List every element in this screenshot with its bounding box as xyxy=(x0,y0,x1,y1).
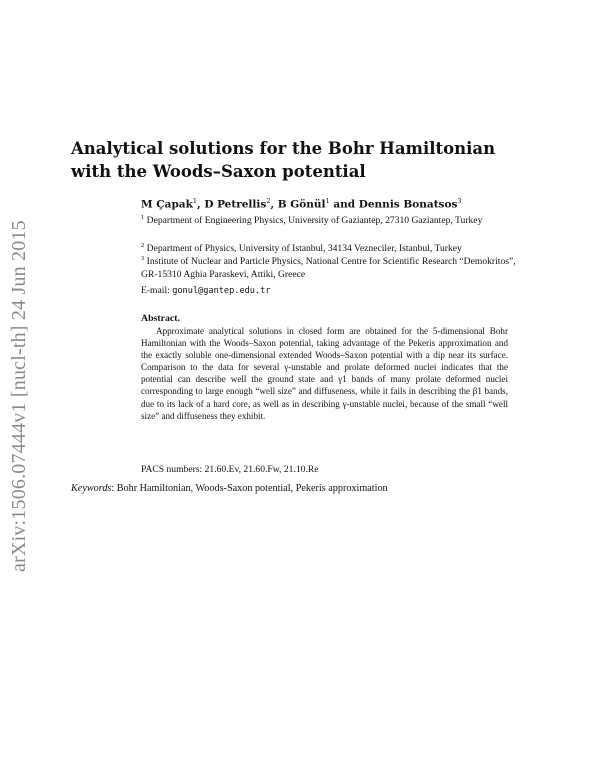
pacs-numbers: PACS numbers: 21.60.Ev, 21.60.Fw, 21.10.Re xyxy=(141,464,319,475)
affiliation-mark: 2 xyxy=(141,242,145,249)
author-conjunction: and xyxy=(329,198,359,211)
email-label: E-mail: xyxy=(141,285,170,296)
affiliation-text: Department of Engineering Physics, University of Gaziantep, 27310 Gaziantep, Turkey xyxy=(146,215,483,227)
email-line xyxy=(141,285,271,296)
email-address[interactable]: gonul@gantep.edu.tr xyxy=(172,286,271,296)
author-affiliation-mark: 3 xyxy=(457,197,462,205)
keywords-line xyxy=(71,483,388,494)
author-separator: , xyxy=(197,198,205,211)
abstract-heading: Abstract. xyxy=(141,313,180,324)
arxiv-identifier: arXiv:1506.07444v1 [nucl-th] 24 Jun 2015 xyxy=(8,220,30,572)
affiliation-text: Institute of Nuclear and Particle Physics, National Centre for Scientific Research “Demokritos”, GR-15310 Aghia Paraskevi, Attiki, Greece xyxy=(141,256,516,280)
affiliation-text: Department of Physics, University of Istanbul, 34134 Vezneciler, Istanbul, Turkey xyxy=(146,243,462,255)
author-affiliation-mark: 2 xyxy=(266,197,271,205)
affiliation-mark: 1 xyxy=(141,214,145,221)
paper-title: Analytical solutions for the Bohr Hamiltonian with the Woods–Saxon potential xyxy=(71,139,496,181)
author-name: Dennis Bonatsos xyxy=(358,198,458,211)
author-affiliation-mark: 1 xyxy=(325,197,330,205)
affiliation xyxy=(141,253,521,281)
affiliation-mark: 3 xyxy=(141,255,145,262)
keywords-label: Keywords xyxy=(71,483,112,494)
author-name: D Petrellis xyxy=(204,198,267,211)
author-name: B Gönül xyxy=(277,198,326,211)
abstract-text: Approximate analytical solutions in closed form are obtained for the 5-dimensional Bohr Hamiltonian with the Woods–Saxon potential, taking advantage of the Pekeris approximation and the exactly soluble one-dimensional extended Woods–Saxon potential with a dip near its surface. Comparison to the data for several γ-unstable and prolate deformed nuclei indicates that the potential can describe well the ground state and γ1 bands of many prolate deformed nuclei corresponding to large enough “well size” and diffuseness, while it fails in describing the β1 bands, due to its lack of a hard core, as well as in describing γ-unstable nuclei, because of the small “well size” and diffuseness they exhibit. xyxy=(141,326,508,421)
author-affiliation-mark: 1 xyxy=(192,197,197,205)
affiliation xyxy=(141,212,521,228)
author-list xyxy=(141,197,541,211)
author-name: M Çapak xyxy=(141,198,193,211)
author-separator: , xyxy=(270,198,278,211)
keywords-text: : Bohr Hamiltonian, Woods-Saxon potential, Pekeris approximation xyxy=(111,483,388,494)
